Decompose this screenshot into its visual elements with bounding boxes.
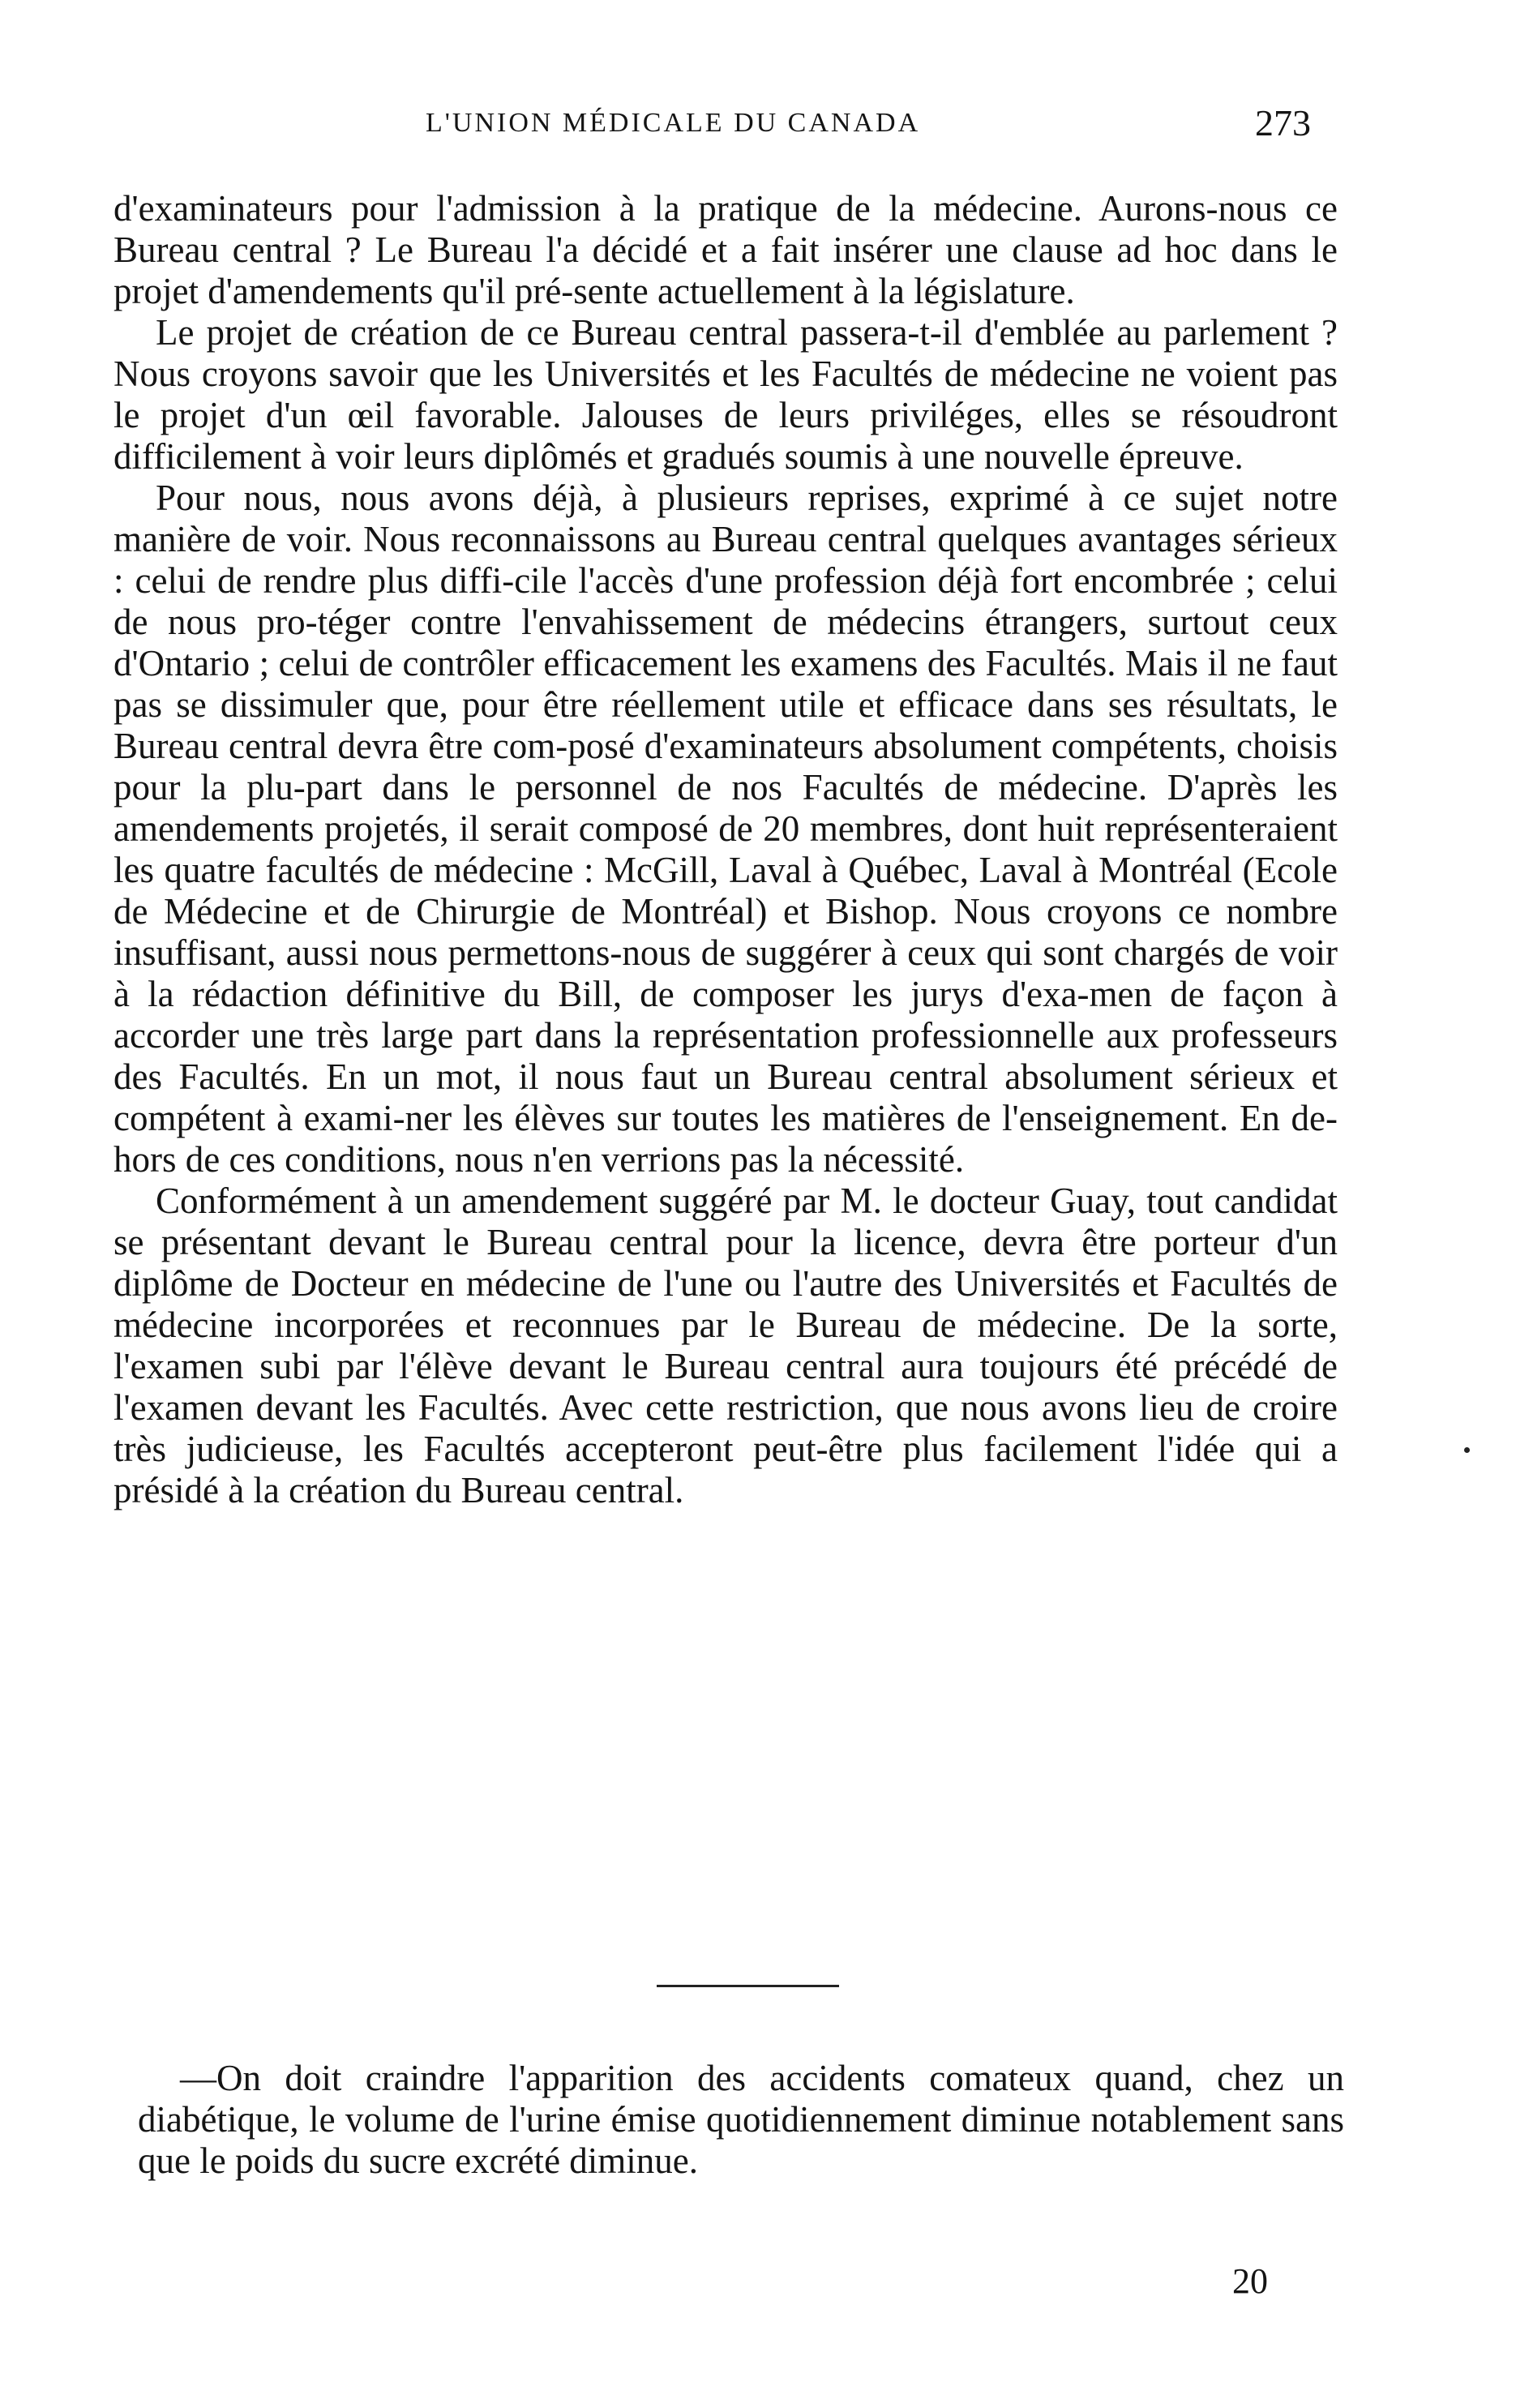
running-header — [0, 101, 1516, 150]
paragraph-1: d'examinateurs pour l'admission à la pratique de la médecine. Aurons-nous ce Bureau central ? Le Bureau l'a décidé et a fait insérer une clause ad hoc dans le projet d'amendements qu'il pré-sente actuellement à la législature. — [113, 188, 1338, 311]
signature-mark: 20 — [1232, 2261, 1268, 2301]
main-text-body — [113, 188, 1338, 1511]
section-separator-rule — [657, 1985, 839, 1987]
paragraph-3: Pour nous, nous avons déjà, à plusieurs reprises, exprimé à ce sujet notre manière de voir. Nous reconnaissons au Bureau central quelques avantages sérieux : celui de rendre plus diffi-cile l'accès d'une profession déjà fort encombrée ; celui de nous pro-téger contre l'envahissement de médecins étrangers, surtout ceux d'Ontario ; celui de contrôler efficacement les examens des Facultés. Mais il ne faut pas se dissimuler que, pour être réellement utile et efficace dans ses résultats, le Bureau central devra être com-posé d'examinateurs absolument compétents, choisis pour la plu-part dans le personnel de nos Facultés de médecine. D'après les amendements projetés, il serait composé de 20 membres, dont huit représenteraient les quatre facultés de médecine : McGill, Laval à Québec, Laval à Montréal (Ecole de Médecine et de Chirurgie de Montréal) et Bishop. Nous croyons ce nombre insuffisant, aussi nous permettons-nous de suggérer à ceux qui sont chargés de voir à la rédaction définitive du Bill, de composer les jurys d'exa-men de façon à accorder une très large part dans la représentation professionnelle aux professeurs des Facultés. En un mot, il nous faut un Bureau central absolument sérieux et compétent à exami-ner les élèves sur toutes les matières de l'enseignement. En de-hors de ces conditions, nous n'en verrions pas la nécessité. — [113, 478, 1338, 1180]
page-number: 273 — [1255, 102, 1311, 144]
paragraph-4: Conformément à un amendement suggéré par M. le docteur Guay, tout candidat se présentant devant le Bureau central pour la licence, devra être porteur d'un diplôme de Docteur en médecine de l'une ou l'autre des Universités et Facultés de médecine incorporées et reconnues par le Bureau de médecine. De la sorte, l'examen subi par l'élève devant le Bureau central aura toujours été précédé de l'examen devant les Facultés. Avec cette restriction, que nous avons lieu de croire très judicieuse, les Facultés accepteront peut-être plus facilement l'idée qui a présidé à la création du Bureau central. — [113, 1180, 1338, 1510]
paragraph-2: Le projet de création de ce Bureau central passera-t-il d'emblée au parlement ? Nous croyons savoir que les Universités et les Facultés de médecine ne voient pas le projet d'un œil favorable. Jalouses de leurs priviléges, elles se résoudront difficilement à voir leurs diplômés et gradués soumis à une nouvelle épreuve. — [113, 312, 1338, 477]
clinical-note: —On doit craindre l'apparition des accidents comateux quand, chez un diabétique, le volume de l'urine émise quotidiennement diminue notablement sans que le poids du sucre excrété diminue. — [138, 2058, 1344, 2181]
stray-ink-dot — [1464, 1447, 1470, 1453]
journal-title: L'UNION MÉDICALE DU CANADA — [426, 108, 921, 138]
